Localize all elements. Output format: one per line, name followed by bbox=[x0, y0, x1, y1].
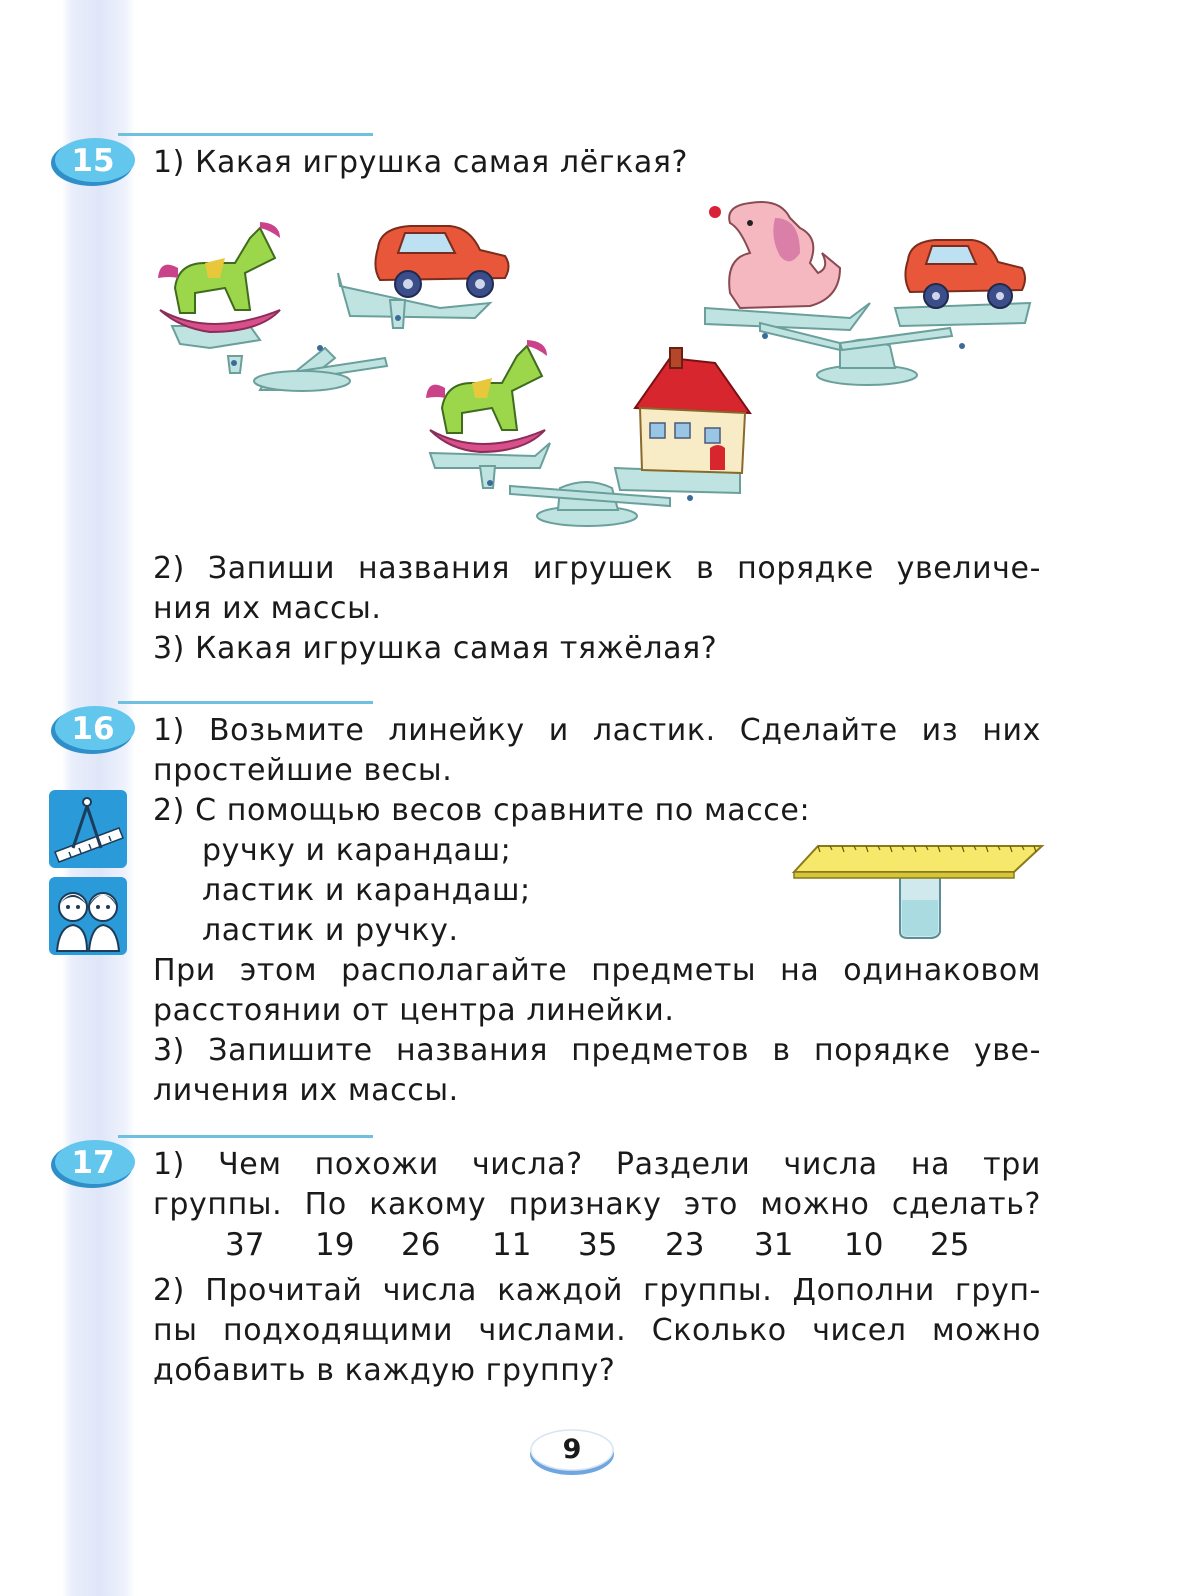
number-row bbox=[153, 1227, 1041, 1267]
exercise-17-line-2: группы. По какому признаку это можно сделать? bbox=[153, 1187, 1041, 1222]
exercise-15-rule bbox=[118, 133, 373, 136]
number-item: 37 bbox=[225, 1227, 265, 1263]
number-item: 26 bbox=[401, 1227, 441, 1263]
number-item: 25 bbox=[930, 1227, 970, 1263]
exercise-16-line-2: простейшие весы. bbox=[153, 753, 453, 788]
page-number: 9 bbox=[562, 1434, 582, 1465]
number-item: 19 bbox=[315, 1227, 355, 1263]
exercise-16-line-1: 1) Возьмите линейку и ластик. Сделайте из них bbox=[153, 713, 1041, 748]
exercise-16-line-6: ластик и ручку. bbox=[202, 913, 459, 948]
scale-dog-car bbox=[705, 202, 1030, 385]
exercise-17-line-3: 2) Прочитай числа каждой группы. Дополни груп- bbox=[153, 1273, 1041, 1308]
exercise-15-line-2: 2) Запиши названия игрушек в порядке увеличе- bbox=[153, 551, 1041, 586]
exercise-number: 15 bbox=[71, 143, 115, 179]
exercise-16-line-8: расстоянии от центра линейки. bbox=[153, 993, 675, 1028]
exercise-15-line-3: ния их массы. bbox=[153, 591, 382, 626]
number-item: 11 bbox=[492, 1227, 532, 1263]
exercise-16-line-10: личения их массы. bbox=[153, 1073, 459, 1108]
exercise-16-line-7: При этом располагайте предметы на одинаковом bbox=[153, 953, 1041, 988]
exercise-number: 17 bbox=[71, 1145, 115, 1181]
scale-horse-house bbox=[426, 340, 750, 526]
exercise-17-rule bbox=[118, 1135, 373, 1138]
exercise-16-rule bbox=[118, 701, 373, 704]
exercise-17-badge bbox=[48, 1136, 138, 1190]
exercise-15-badge bbox=[48, 134, 138, 188]
exercise-17-line-4: пы подходящими числами. Сколько чисел можно bbox=[153, 1313, 1041, 1348]
exercise-17-line-1: 1) Чем похожи числа? Раздели числа на три bbox=[153, 1147, 1041, 1182]
exercise-17-line-5: добавить в каждую группу? bbox=[153, 1353, 616, 1388]
exercise-15-line-4: 3) Какая игрушка самая тяжёлая? bbox=[153, 631, 718, 666]
number-item: 31 bbox=[754, 1227, 794, 1263]
page-number-badge bbox=[527, 1426, 617, 1478]
exercise-16-line-4: ручку и карандаш; bbox=[202, 833, 512, 868]
children-pair-icon bbox=[49, 877, 127, 955]
number-item: 35 bbox=[578, 1227, 618, 1263]
exercise-number: 16 bbox=[71, 711, 115, 747]
exercise-16-line-5: ластик и карандаш; bbox=[202, 873, 531, 908]
exercise-16-badge bbox=[48, 702, 138, 756]
ruler-eraser-scale-illustration bbox=[790, 840, 1046, 942]
number-item: 23 bbox=[665, 1227, 705, 1263]
scale-horse-car bbox=[158, 222, 509, 391]
exercise-16-line-3: 2) С помощью весов сравните по массе: bbox=[153, 793, 811, 828]
exercise-16-line-9: 3) Запишите названия предметов в порядке уве- bbox=[153, 1033, 1041, 1068]
compass-ruler-icon bbox=[49, 790, 127, 868]
balance-scales-illustration bbox=[150, 198, 1050, 538]
exercise-15-line-1: 1) Какая игрушка самая лёгкая? bbox=[153, 145, 688, 180]
number-item: 10 bbox=[844, 1227, 884, 1263]
